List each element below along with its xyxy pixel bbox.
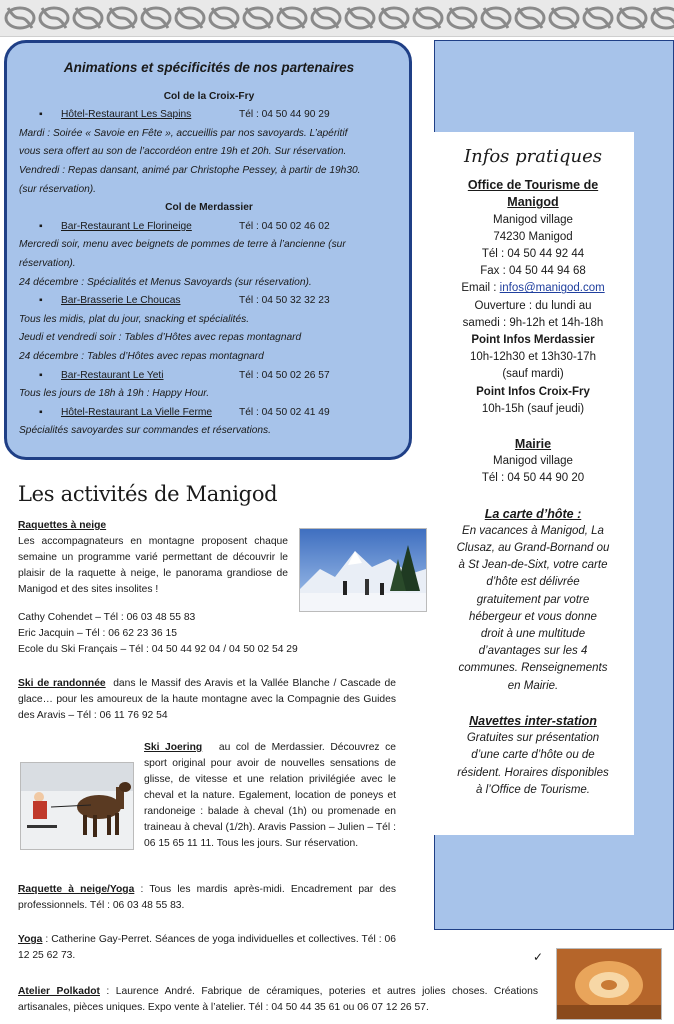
partner-tel: Tél : 04 50 02 26 57 [239,369,330,381]
knot-motif [108,8,136,28]
raquette-yoga-heading: Raquette à neige/Yoga [18,884,135,895]
office-line: Manigod village [493,213,573,226]
knot-motif [312,8,340,28]
partner-entry [19,404,399,423]
office-line: Fax : 04 50 44 94 68 [480,265,586,278]
partner-venue: Hôtel-Restaurant La Vielle Ferme [61,406,212,418]
partner-venue: Bar-Restaurant Le Florineige [61,220,192,232]
knot-motif [652,8,674,28]
navettes-line: à l’Office de Tourisme. [476,783,590,796]
carte-line: En vacances à Manigod, La [462,524,604,537]
knot-motif [482,8,510,28]
contact-line: Eric Jacquin – Tél : 06 62 23 36 15 [18,628,177,639]
infos-title: Infos pratiques [463,146,602,167]
knot-motif [550,8,578,28]
merdassier-title: Point Infos Merdassier [471,334,595,347]
opening-line: Ouverture : du lundi au [474,299,592,312]
partner-tel: Tél : 04 50 02 41 49 [239,406,330,418]
partner-entry [19,292,399,311]
knot-motif [74,8,102,28]
joering-text: au col de Merdassier. Découvrez ce sport original pour avoir de nouvelles sensations de glisse, de vitesse et une relation privilégiée avec le cheval et la nature. Egalement, location de poneys et randoneige : balade à cheval (1h) ou promenade en traineau à cheval (1/2h). Aravis Passion – Julien – Tél : 06 15 65 11 11. Tous les jours. Sur réservation. [144,742,396,849]
partner-entry [19,367,399,386]
carte-line: gratuitement par votre [476,593,590,606]
activity-rando [18,676,396,724]
partner-place: Col de Merdassier [165,202,253,214]
celtic-knot-frieze [0,0,674,37]
navettes-title: Navettes inter-station [469,713,597,728]
carte-title: La carte d’hôte : [484,506,582,521]
knot-motif [380,8,408,28]
office-line: 74230 Manigod [493,230,573,243]
partner-line: Mercredi soir, menu avec beignets de pommes de terre à l’ancienne (sur [19,239,346,251]
partner-tel: Tél : 04 50 32 32 23 [239,295,330,307]
croixfry-hours: 10h-15h (sauf jeudi) [481,402,585,415]
knot-motif [6,8,34,28]
navettes-line: Gratuites sur présentation [466,732,600,745]
contact-line: Ecole du Ski Français – Tél : 04 50 44 92 04 / 04 50 02 54 29 [18,644,298,655]
partner-line: Spécialités savoyardes sur commandes et réservations. [19,425,271,437]
atelier-text: : Laurence André. Fabrique de céramiques, poteries et autres jolies choses. Créations artisanales, pièces uniques. Expo vente à l’atelier. Tél : 04 50 44 35 61 ou 06 07 12 26 57. [18,986,538,1013]
navettes-line: d’une carte d’hôte ou de [471,749,595,762]
knot-motif [584,8,612,28]
knot-motif [278,8,306,28]
activity-raquette-yoga [18,882,396,914]
carte-line: à St Jean-de-Sixt, votre carte [458,559,608,572]
partner-venue: Bar-Brasserie Le Choucas [61,295,181,307]
office-line: Tél : 04 50 44 92 44 [481,248,585,261]
merdassier-hours: (sauf mardi) [502,368,564,381]
knot-motif [516,8,544,28]
raquettes-text: Les accompagnateurs en montagne proposent chaque semaine un programme varié permettant de découvrir le plaisir de la raquette à neige, le panorama grandiose de Manigod et des sites insolites ! [18,536,288,595]
small-mark-icon: ✓ [533,950,544,964]
knot-motif [618,8,646,28]
partner-line: vous sera offert au son de l’accordéon entre 19h et 20h. Sur réservation. [19,146,347,158]
pottery-photo [556,948,662,1020]
partner-line: Tous les jours de 18h à 19h : Happy Hour. [19,388,210,400]
carte-line: en Mairie. [507,679,559,692]
raquette-yoga-text: : Tous les mardis après-midi. Encadrement par des professionnels. Tél : 06 03 48 55 83. [18,884,396,911]
email-link[interactable]: infos@manigod.com [499,282,605,295]
yoga-heading: Yoga [18,934,43,945]
partner-venue: Hôtel-Restaurant Les Sapins [61,109,192,121]
merdassier-hours: 10h-12h30 et 13h30-17h [470,351,596,364]
partners-content [19,88,399,441]
office-title-2: Manigod [507,195,559,210]
infos-pratiques-panel [432,132,634,835]
partner-line: 24 décembre : Tables d’Hôtes avec repas montagnard [19,350,264,362]
activities-section [18,480,398,514]
knot-motif [142,8,170,28]
yoga-text: : Catherine Gay-Perret. Séances de yoga individuelles et collectives. Tél : 06 12 25 62 73. [18,934,396,961]
email-row [438,280,628,297]
partner-line: réservation). [19,257,76,269]
activity-yoga [18,932,396,964]
carte-line: d’avantages sur les 4 [478,645,588,658]
partner-line: (sur réservation). [19,183,96,195]
bullet-icon: ▪ [39,295,43,307]
partner-place: Col de la Croix-Fry [163,90,255,102]
partner-line: Vendredi : Repas dansant, animé par Christophe Pessey, à partir de 19h30. [19,164,361,176]
knot-motif [414,8,442,28]
snowshoe-photo [299,528,427,612]
carte-line: droit à une multitude [480,628,586,641]
partner-entry [19,218,399,237]
office-title-1: Office de Tourisme de [467,178,599,193]
knot-motif [448,8,476,28]
raquettes-heading: Raquettes à neige [18,520,107,531]
atelier-heading: Atelier Polkadot [18,986,100,997]
knot-motif [210,8,238,28]
activity-atelier [18,984,538,1016]
carte-line: d’hôte est délivrée [486,576,580,589]
knot-motif [176,8,204,28]
raquettes-contacts [18,610,418,658]
activities-title: Les activités de Manigod [18,482,278,506]
mairie-line: Tél : 04 50 44 90 20 [481,472,585,485]
partner-line: Mardi : Soirée « Savoie en Fête », accueillis par nos savoyards. L’apéritif [19,127,348,139]
email-label: Email : [461,282,500,295]
joering-heading: Ski Joering [144,742,203,753]
knot-motif [346,8,374,28]
partner-tel: Tél : 04 50 44 90 29 [239,109,330,121]
navettes-line: résident. Horaires disponibles [457,766,609,779]
bullet-icon: ▪ [39,369,43,381]
partners-box [4,40,412,460]
croixfry-title: Point Infos Croix-Fry [476,385,590,398]
mairie-line: Manigod village [493,455,573,468]
partner-tel: Tél : 04 50 02 46 02 [239,220,330,232]
rando-text: dans le Massif des Aravis et la Vallée Blanche / Cascade de glace… pour les amoureux de la haute montagne avec la Compagnie des Guides des Aravis – Tél : 06 11 76 92 54 [18,678,396,721]
mairie-title: Mairie [514,437,552,452]
carte-line: hébergeur et vous donne [469,610,597,623]
knot-motif [244,8,272,28]
carte-line: Clusaz, au Grand-Bornand ou [456,542,610,555]
bullet-icon: ▪ [39,220,43,232]
bullet-icon: ▪ [39,406,43,418]
partners-title: Animations et spécificités de nos partenaires [63,60,355,75]
ski-joering-photo [20,762,134,850]
partner-line: Tous les midis, plat du jour, snacking et spécialités. [19,313,250,325]
partner-line: Jeudi et vendredi soir : Tables d’Hôtes avec repas montagnard [19,332,302,344]
partner-entry [19,106,399,125]
partner-line: 24 décembre : Spécialités et Menus Savoyards (sur réservation). [19,276,312,288]
bullet-icon: ▪ [39,109,43,121]
opening-line: samedi : 9h-12h et 14h-18h [462,316,604,329]
partner-venue: Bar-Restaurant Le Yeti [61,369,164,381]
knot-motif [40,8,68,28]
carte-line: communes. Renseignements [458,662,608,675]
rando-heading: Ski de randonnée [18,678,106,689]
activity-raquettes [18,518,288,598]
contact-line: Cathy Cohendet – Tél : 06 03 48 55 83 [18,612,196,623]
